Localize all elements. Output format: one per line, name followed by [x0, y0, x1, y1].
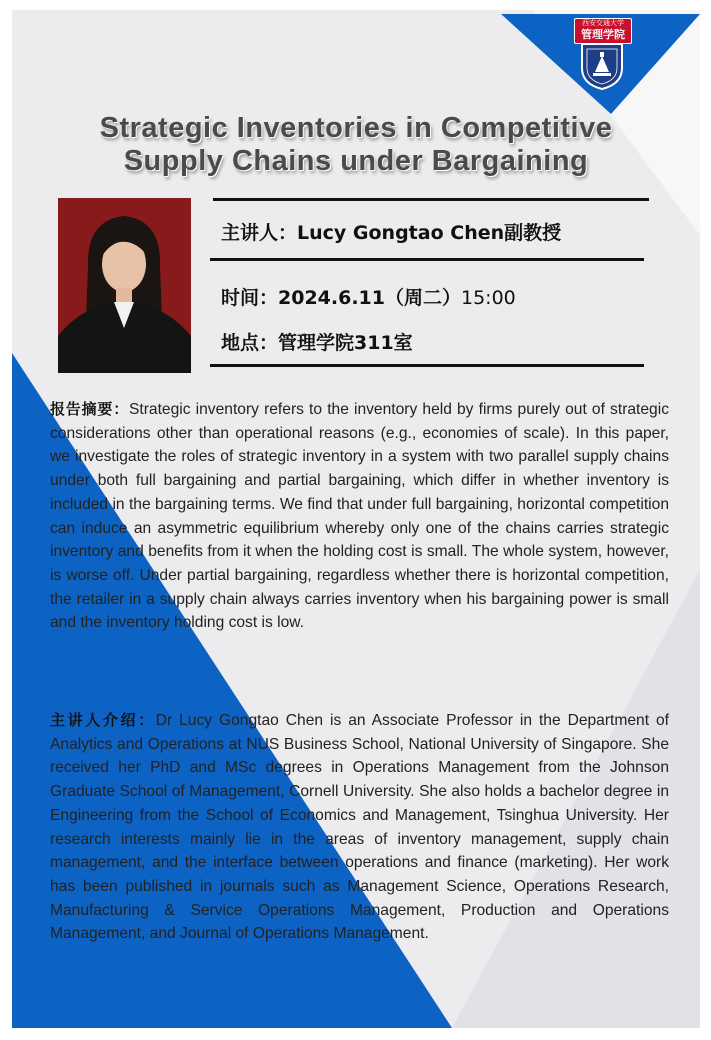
logo-university-name: 西安交通大学: [582, 19, 624, 27]
time-label: 时间：: [221, 287, 279, 309]
shield-emblem-icon: [578, 42, 626, 90]
rule-3: [210, 364, 644, 367]
logo-banner: [574, 18, 632, 44]
university-logo: [572, 16, 632, 94]
poster: [12, 10, 700, 1028]
location-line: [221, 328, 413, 355]
time-line: [221, 283, 516, 310]
title-line-1: Strategic Inventories in Competitive: [99, 112, 613, 144]
time-hour: 15:00: [461, 287, 516, 309]
rule-2: [210, 258, 644, 261]
bio-paragraph: [50, 709, 669, 946]
abstract-text: Strategic inventory refers to the inventory held by firms purely out of strategic considerations other than operational reasons (e.g., economies of scale). In this paper, we investigate the roles of strategic inventory in a system with two parallel supply chains under both full bargaining and partial bargaining, which differ in whether inventory is included in the bargaining terms. We find that under full bargaining, horizontal competition can induce an asymmetric equilibrium whereby only one of the chains carries strategic inventory and benefits from it when the holding cost is small. The whole system, however, is worse off. Under partial bargaining, regardless whether there is horizontal competition, the retailer in a supply chain always carries inventory when his bargaining power is small and the inventory holding cost is low.: [50, 401, 669, 632]
location-label: 地点：: [221, 332, 279, 354]
time-value: 2024.6.11（周二）: [278, 287, 461, 309]
bio-text: Dr Lucy Gongtao Chen is an Associate Professor in the Department of Analytics and Operations at NUS Business School, National University of Singapore. She received her PhD and MSc degrees in Operations Management from the Johnson Graduate School of Management, Cornell University. She also holds a bachelor degree in Engineering from the School of Economics and Management, Tsinghua University. Her research interests mainly lie in the areas of inventory management, supply chain management, and the interface between operations and finance (marketing). Her work has been published in journals such as Management Science, Operations Research, Manufacturing & Service Operations Management, Production and Operations Management, and Journal of Operations Management.: [50, 712, 669, 943]
title-line-2: Supply Chains under Bargaining: [123, 145, 589, 177]
speaker-line: [221, 218, 561, 245]
bio-label: 主讲人介绍：: [50, 711, 156, 729]
talk-title: [12, 112, 700, 178]
speaker-photo: [58, 198, 191, 373]
location-value: 管理学院311室: [278, 332, 413, 354]
speaker-name: Lucy Gongtao Chen副教授: [297, 222, 562, 244]
speaker-label: 主讲人：: [221, 222, 298, 244]
logo-school-name: 管理学院: [581, 28, 625, 41]
abstract-paragraph: [50, 398, 669, 635]
speaker-portrait-illustration: [58, 198, 191, 373]
abstract-label: 报告摘要：: [50, 400, 129, 418]
rule-1: [213, 198, 649, 201]
